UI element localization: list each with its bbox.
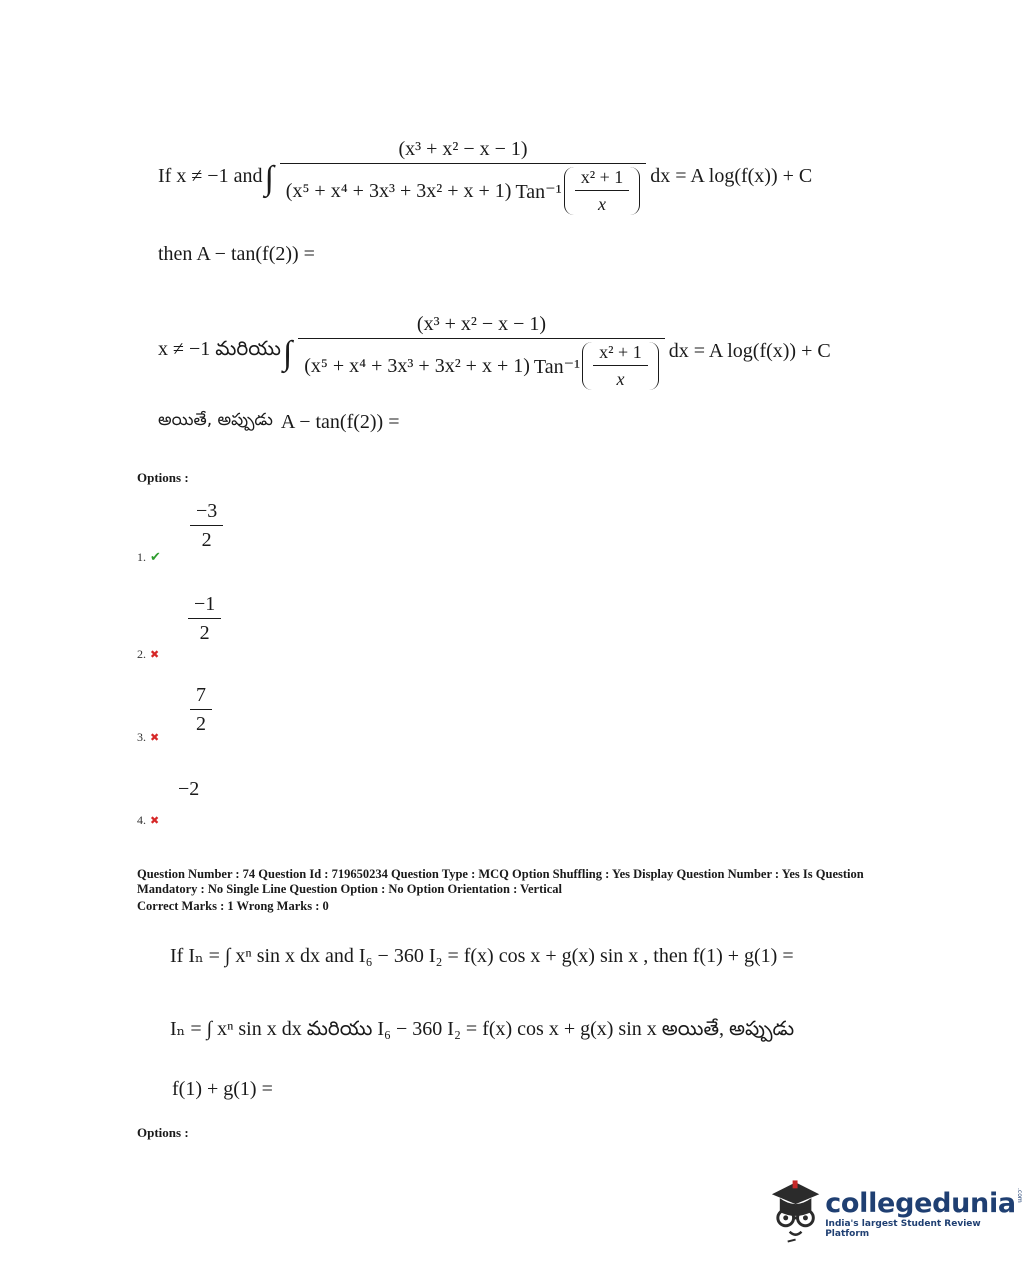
option-1-value [190,500,223,552]
cross-icon: ✖ [150,649,160,661]
option-1-denominator: 2 [201,529,212,551]
q73-te-numerator: (x³ + x² − x − 1) [416,313,547,335]
option-4-number: 4. [137,813,146,827]
q73-te-prefix: x ≠ −1 మరియు [158,338,281,360]
q73-te-fraction [298,313,664,390]
q73-en-prefix: If x ≠ −1 and [158,165,263,187]
q73-en-rhs: dx = A log(f(x)) + C [650,165,813,187]
option-2-marker [137,645,159,663]
option-4-marker [137,811,159,829]
option-2-value [188,593,221,645]
q73-en-inner-num: x² + 1 [580,167,624,187]
option-2-number: 2. [137,647,146,661]
q73-te-inner-den: x [616,369,625,389]
option-3-marker [137,728,159,746]
collegedunia-logo [766,1178,1025,1244]
integral-sign-icon: ∫ [282,334,293,372]
logo-brand: collegedunia [825,1187,1016,1219]
q73-en-integral [158,138,812,215]
q74-en-question: If Iₙ = ∫ xⁿ sin x dx and I₆ − 360 I₂ = f(x) cos x + g(x) sin x , then f(1) + g(1) = [170,945,794,967]
question-meta-line-2: Mandatory : No Single Line Question Option : No Option Orientation : Vertical [137,882,563,896]
q73-en-denominator-poly: (x⁵ + x⁴ + 3x³ + 3x² + x + 1) [285,179,512,202]
question-meta [137,866,917,915]
owl-mascot-icon [766,1178,823,1244]
option-4-value: −2 [178,778,200,800]
options-label-q74: Options : [137,1125,189,1140]
q73-en-then: then A − tan(f(2)) = [158,243,315,265]
q73-te-then [158,410,400,434]
option-3-value [190,684,212,736]
option-2-denominator: 2 [199,622,210,644]
q74-te-question-line-1: Iₙ = ∫ xⁿ sin x dx మరియు I₆ − 360 I₂ = f(x) cos x + g(x) sin x అయితే, అప్పుడు [170,1018,795,1040]
option-3-numerator: 7 [196,684,206,706]
options-label: Options : [137,470,189,485]
logo-suffix: .com [1015,1187,1023,1203]
q73-te-inner-num: x² + 1 [599,342,642,362]
option-1-numerator: −3 [196,500,218,522]
q73-en-inner-den: x [597,194,606,214]
q73-te-tan-inv: Tan⁻¹ [533,355,581,378]
q73-en-denominator [280,164,646,215]
q73-en-tan-inv: Tan⁻¹ [515,180,562,203]
q73-te-then-expr: A − tan(f(2)) = [280,410,400,433]
q73-en-fraction [280,138,646,215]
question-meta-line-3: Correct Marks : 1 Wrong Marks : 0 [137,899,329,913]
cross-icon: ✖ [150,815,160,827]
option-3-denominator: 2 [196,713,206,735]
question-meta-line-1: Question Number : 74 Question Id : 719650234 Question Type : MCQ Option Shuffling : Yes Display Question Number : Yes Is Question [137,867,864,881]
integral-sign-icon: ∫ [264,159,274,197]
q73-en-numerator: (x³ + x² − x − 1) [398,138,528,160]
logo-tagline: India's largest Student Review Platform [825,1218,981,1239]
q73-te-denominator [298,339,664,390]
option-3-number: 3. [137,730,146,744]
q74-te-question-line-2: f(1) + g(1) = [172,1078,273,1100]
option-2-numerator: −1 [194,593,216,615]
option-1-marker [137,548,161,566]
q73-te-then-label: అయితే, అప్పుడు [158,410,273,430]
checkmark-icon: ✔ [150,549,161,564]
q73-te-denominator-poly: (x⁵ + x⁴ + 3x³ + 3x² + x + 1) [304,354,530,377]
q73-te-rhs: dx = A log(f(x)) + C [668,340,831,362]
option-1-number: 1. [137,550,146,564]
q73-te-integral [158,313,831,390]
cross-icon: ✖ [150,732,160,744]
